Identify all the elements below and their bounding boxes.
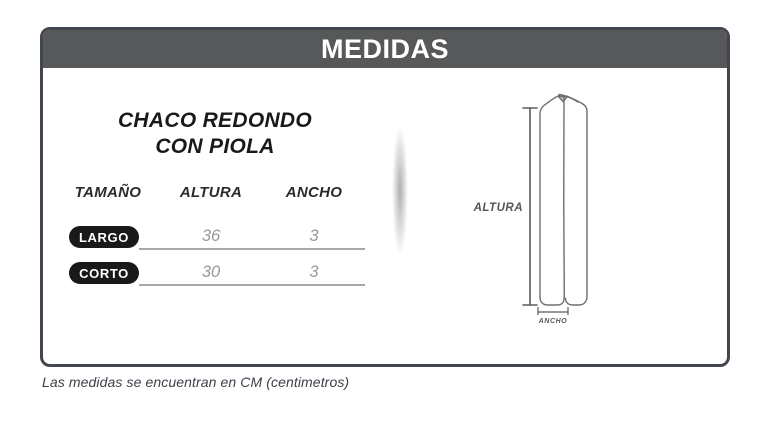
panel-header <box>43 30 727 68</box>
size-table <box>65 108 365 286</box>
table-row <box>65 262 365 286</box>
width-dimension-line <box>538 308 568 315</box>
candle-outline <box>540 95 587 306</box>
product-title <box>65 108 365 160</box>
column-header-width: ANCHO <box>285 184 343 201</box>
height-dimension-label: ALTURA <box>473 202 523 214</box>
height-dimension-line <box>523 108 537 305</box>
width-value: 3 <box>309 227 319 245</box>
table-row <box>65 226 365 250</box>
height-value: 30 <box>201 263 221 281</box>
candle-diagram <box>455 85 635 340</box>
units-footnote: Las medidas se encuentran en CM (centimetros) <box>42 374 350 390</box>
panel-title: MEDIDAS <box>320 33 449 64</box>
medidas-panel <box>40 27 730 367</box>
row-divider <box>139 248 365 250</box>
row-divider <box>139 284 365 286</box>
size-badge: LARGO <box>69 226 139 248</box>
page-fold-shadow <box>389 105 411 295</box>
column-header-height: ALTURA <box>179 184 243 201</box>
width-value: 3 <box>309 263 319 281</box>
product-title-line2: CON PIOLA <box>155 135 275 158</box>
product-title-line1: CHACO REDONDO <box>117 109 313 132</box>
size-badge: CORTO <box>69 262 139 284</box>
column-header-size: TAMAÑO <box>74 184 142 201</box>
candle-seam-line <box>564 98 565 299</box>
wick-icon <box>559 97 568 102</box>
width-dimension-label: ANCHO <box>538 318 568 325</box>
height-value: 36 <box>201 227 221 245</box>
table-column-headers <box>65 184 365 204</box>
